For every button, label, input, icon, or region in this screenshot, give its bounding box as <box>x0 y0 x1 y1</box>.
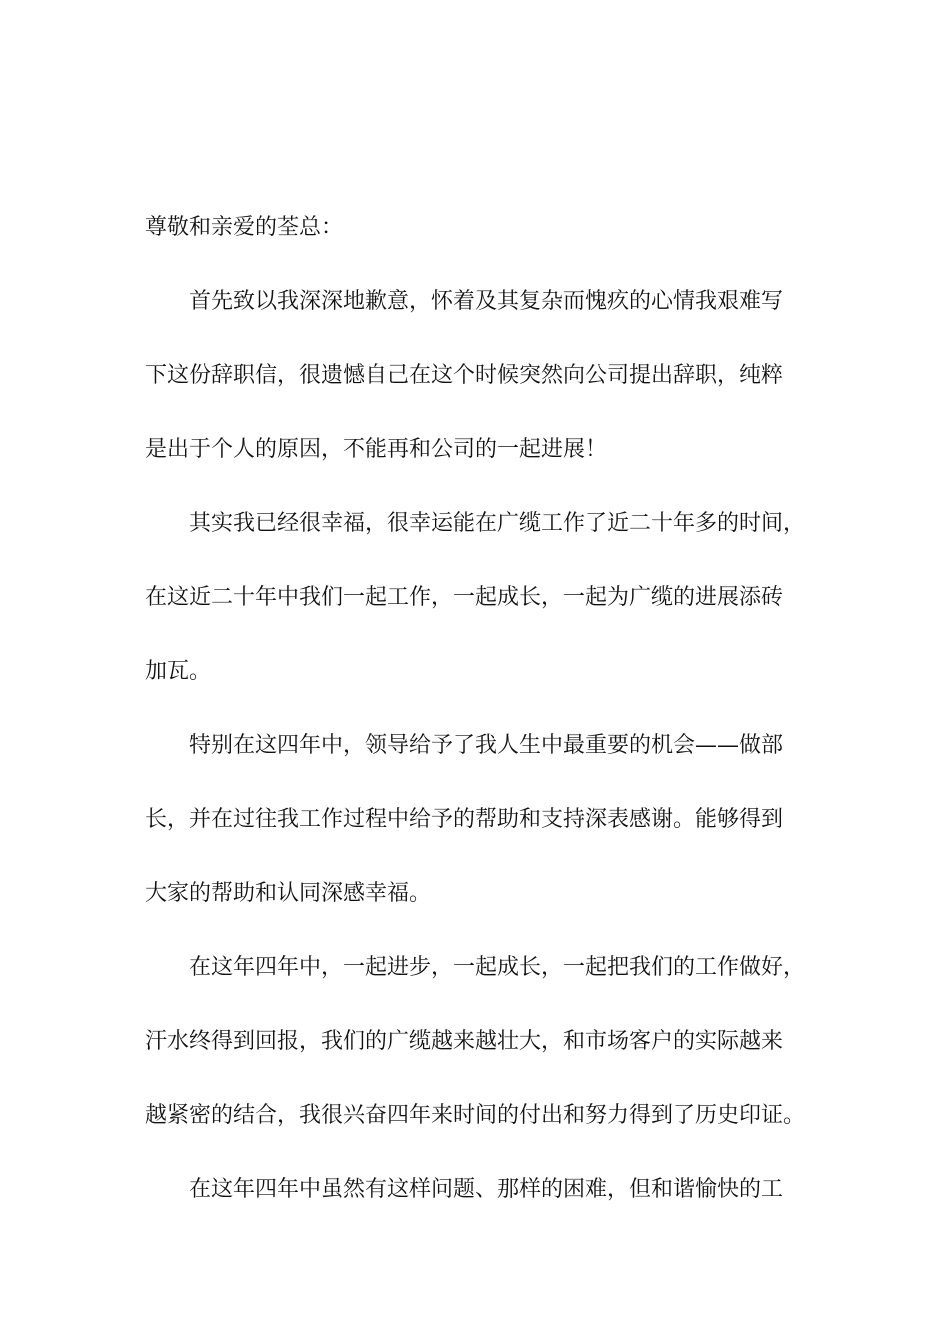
paragraph-4-line-2: 汗水终得到回报，我们的广缆越来越壮大，和市场客户的实际越来 <box>145 1029 784 1054</box>
paragraph-2-line-3: 加瓦。 <box>145 659 212 684</box>
paragraph-2-line-1: 其实我已经很幸福，很幸运能在广缆工作了近二十年多的时间， <box>189 511 806 536</box>
salutation: 尊敬和亲爱的荃总： <box>145 215 344 240</box>
paragraph-2-line-2: 在这近二十年中我们一起工作，一起成长，一起为广缆的进展添砖 <box>145 585 784 610</box>
paragraph-5-line-1: 在这年四年中虽然有这样问题、那样的困难，但和谐愉快的工 <box>189 1177 784 1202</box>
paragraph-1-line-1: 首先致以我深深地歉意，怀着及其复杂而愧疚的心情我艰难写 <box>189 289 784 314</box>
paragraph-1-line-2: 下这份辞职信，很遗憾自己在这个时候突然向公司提出辞职，纯粹 <box>145 363 784 388</box>
paragraph-3-line-3: 大家的帮助和认同深感幸福。 <box>145 881 432 906</box>
paragraph-3-line-2: 长，并在过往我工作过程中给予的帮助和支持深表感谢。能够得到 <box>145 807 784 832</box>
paragraph-3-line-1: 特别在这四年中，领导给予了我人生中最重要的机会——做部 <box>189 733 784 758</box>
paragraph-4-line-1: 在这年四年中，一起进步，一起成长，一起把我们的工作做好， <box>189 955 806 980</box>
paragraph-4-line-3: 越紧密的结合，我很兴奋四年来时间的付出和努力得到了历史印证。 <box>145 1103 806 1128</box>
paragraph-1-line-3: 是出于个人的原因，不能再和公司的一起进展！ <box>145 437 608 462</box>
